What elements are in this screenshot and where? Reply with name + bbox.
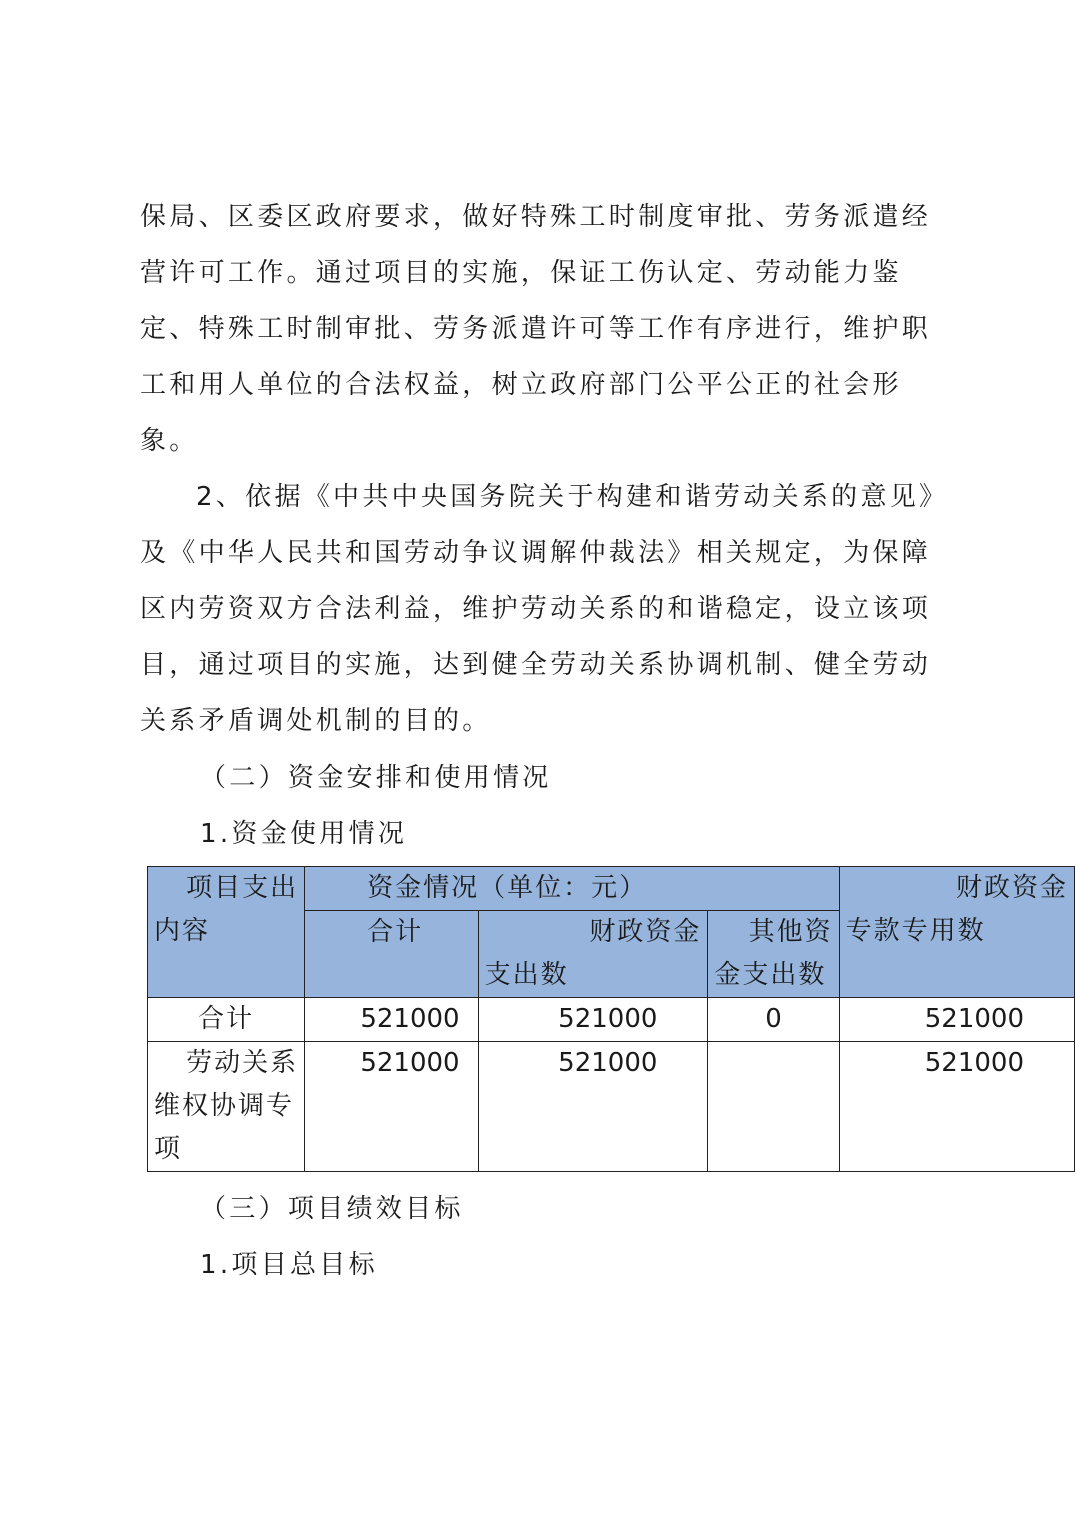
header-other: 其他资 金支出数 bbox=[708, 911, 839, 998]
header-special: 财政资金 专款专用数 bbox=[839, 867, 1074, 998]
table-row bbox=[148, 998, 1075, 1042]
paragraph-line: 营许可工作。通过项目的实施，保证工伤认定、劳动能力鉴 bbox=[140, 258, 902, 288]
paragraph-line: 及《中华人民共和国劳动争议调解仲裁法》相关规定，为保障 bbox=[140, 538, 932, 568]
row-other bbox=[708, 1042, 839, 1172]
subsection-heading: 1.项目总目标 bbox=[200, 1250, 378, 1280]
row-special: 521000 bbox=[839, 1042, 1074, 1172]
paragraph-line: 区内劳资双方合法利益，维护劳动关系的和谐稳定，设立该项 bbox=[140, 594, 932, 624]
row-fiscal: 521000 bbox=[478, 1042, 708, 1172]
paragraph-line: 保局、区委区政府要求，做好特殊工时制度审批、劳务派遣经 bbox=[140, 202, 932, 232]
paragraph-line: 2、依据《中共中央国务院关于构建和谐劳动关系的意见》 bbox=[196, 482, 949, 512]
section-heading: （三）项目绩效目标 bbox=[200, 1194, 464, 1224]
header-funding-group: 资金情况（单位：元） bbox=[305, 867, 840, 911]
row-total: 521000 bbox=[305, 1042, 478, 1172]
funding-table bbox=[147, 866, 1075, 1172]
row-other: 0 bbox=[708, 998, 839, 1042]
row-name: 合计 bbox=[148, 998, 305, 1042]
paragraph-line: 工和用人单位的合法权益，树立政府部门公平公正的社会形 bbox=[140, 370, 902, 400]
header-total: 合计 bbox=[305, 911, 478, 998]
row-total: 521000 bbox=[305, 998, 478, 1042]
row-fiscal: 521000 bbox=[478, 998, 708, 1042]
paragraph-line: 关系矛盾调处机制的目的。 bbox=[140, 706, 492, 736]
row-special: 521000 bbox=[839, 998, 1074, 1042]
section-heading: （二）资金安排和使用情况 bbox=[200, 763, 552, 793]
table-row bbox=[148, 1042, 1075, 1172]
subsection-heading: 1.资金使用情况 bbox=[200, 819, 408, 849]
header-item: 项目支出 内容 bbox=[148, 867, 305, 998]
paragraph-line: 象。 bbox=[140, 426, 199, 456]
row-name: 劳动关系 维权协调专项 bbox=[148, 1042, 305, 1172]
paragraph-line: 目，通过项目的实施，达到健全劳动关系协调机制、健全劳动 bbox=[140, 650, 932, 680]
paragraph-line: 定、特殊工时制审批、劳务派遣许可等工作有序进行，维护职 bbox=[140, 314, 932, 344]
header-fiscal: 财政资金 支出数 bbox=[478, 911, 708, 998]
